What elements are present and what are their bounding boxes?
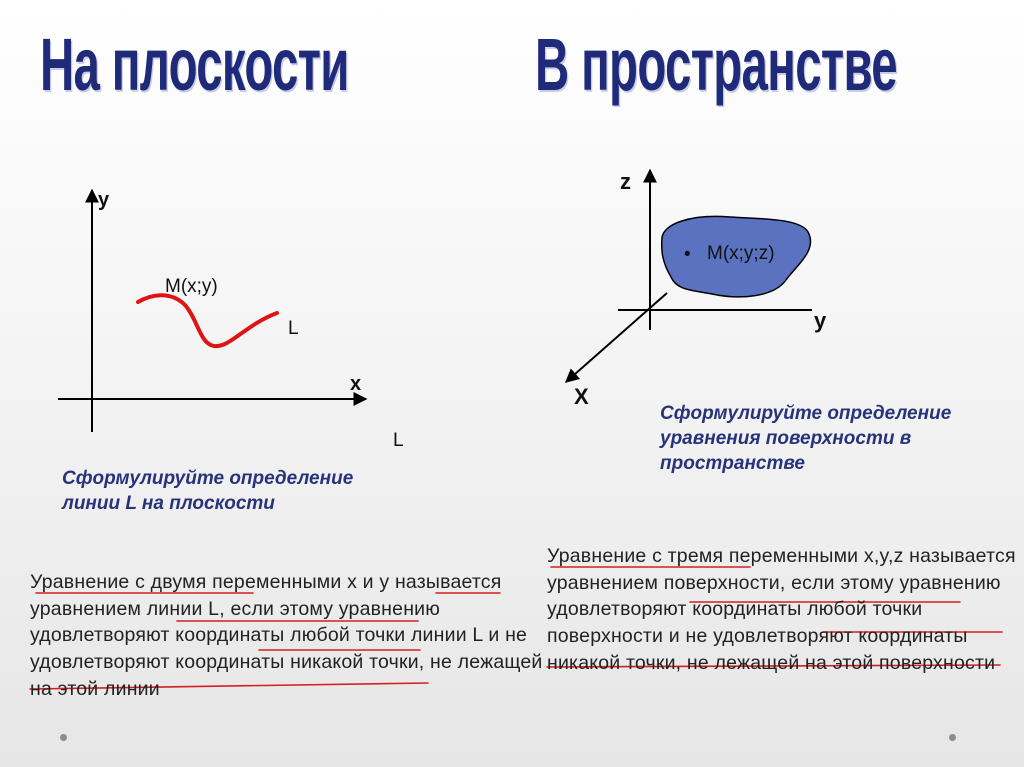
curve-label: L [288,318,299,339]
prompt-surface-definition: Сформулируйте определение уравнения поверхности в пространстве [660,403,952,475]
title-space: В пространстве [535,23,898,106]
footer-dot-left [60,734,67,741]
plane-diagram [58,189,404,451]
prompt-line-definition: Сформулируйте определение линии L на плоскости [62,468,354,515]
space-x-axis-label: X [574,384,589,409]
plane-x-axis-label: x [350,373,362,395]
point-bullet: • [684,244,691,265]
point-m-label: M(x;y) [165,276,218,297]
definition-line: Уравнение с двумя переменными x и y называется уравнением линии L, если этому уравнению удовлетворяют координаты любой точки линии L и не удовлетворяют координаты никакой точки, не лежащей на этой линии [30,571,543,700]
plane-y-axis-label: y [98,189,110,211]
definition-surface: Уравнение с тремя переменными x,y,z называется уравнением поверхности, если этому уравнению удовлетворяют координаты любой точки поверхности и не удовлетворяют координаты никакой точки, не лежащей на этой поверхности [547,545,1016,674]
line-l-curve [138,295,277,346]
point-m-3d-label: M(x;y;z) [707,243,775,264]
space-diagram [566,169,827,409]
space-z-axis-label: z [620,169,631,194]
space-x-axis [566,293,667,382]
footer-dot-right [949,734,956,741]
space-y-axis-label: y [814,308,827,333]
curve-label-below: L [393,430,404,451]
title-plane: На плоскости [40,23,349,106]
